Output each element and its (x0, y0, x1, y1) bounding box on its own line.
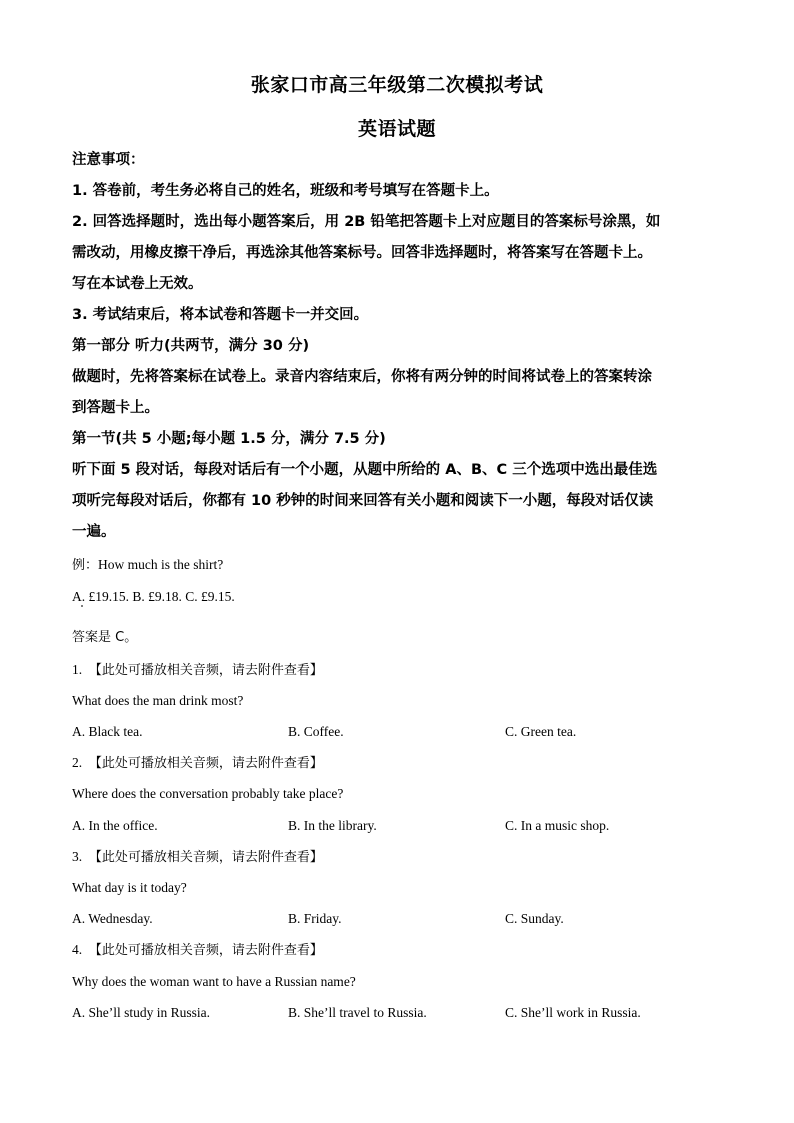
section1-instruction-line-3: 一遍。 (72, 524, 116, 540)
audio-note: 【此处可播放相关音频，请去附件查看】 (88, 663, 323, 678)
example-answer: 答案是 C。 (72, 630, 138, 645)
question-4-option-b: B. She’ll travel to Russia. (288, 1005, 427, 1020)
question-number: 3. (72, 849, 83, 864)
question-4-option-c: C. She’ll work in Russia. (505, 1005, 641, 1020)
question-3-header (72, 847, 323, 868)
question-2-header (72, 753, 323, 774)
audio-note: 【此处可播放相关音频，请去附件查看】 (88, 943, 323, 958)
note-item-2-line-1: 2. 回答选择题时，选出每小题答案后，用 2B 铅笔把答题卡上对应题目的答案标号涂黑，如 (72, 214, 661, 230)
section1-instruction-line-1: 听下面 5 段对话，每段对话后有一个小题，从题中所给的 A、B、C 三个选项中选出最佳选 (72, 462, 658, 478)
section1-instruction-line-2: 项听完每段对话后，你都有 10 秒钟的时间来回答有关小题和阅读下一小题，每段对话仅读 (72, 493, 654, 509)
question-2-text: Where does the conversation probably take place? (72, 786, 344, 801)
example-question (72, 555, 223, 576)
part1-instruction-line-2: 到答题卡上。 (72, 400, 159, 416)
exam-title: 张家口市高三年级第二次模拟考试 (250, 74, 544, 96)
example-options: A. £19.15. B. £9.18. C. £9.15. (72, 589, 235, 604)
question-1-option-a: A. Black tea. (72, 724, 143, 739)
example-prefix: 例： (72, 558, 99, 573)
question-4-text: Why does the woman want to have a Russian name? (72, 974, 356, 989)
note-item-3: 3. 考试结束后，将本试卷和答题卡一并交回。 (72, 307, 369, 323)
question-3-text: What day is it today? (72, 880, 187, 895)
notes-heading: 注意事项： (72, 152, 145, 168)
question-3-option-c: C. Sunday. (505, 911, 564, 926)
section1-heading: 第一节(共 5 小题;每小题 1.5 分，满分 7.5 分) (72, 431, 386, 447)
exam-subject: 英语试题 (357, 118, 436, 140)
question-1-option-c: C. Green tea. (505, 724, 577, 739)
question-number: 1. (72, 662, 83, 677)
question-number: 2. (72, 755, 83, 770)
example-question-text: How much is the shirt? (98, 557, 224, 572)
note-item-2-line-2: 需改动，用橡皮擦干净后，再选涂其他答案标号。回答非选择题时，将答案写在答题卡上。 (72, 245, 652, 261)
question-1-option-b: B. Coffee. (288, 724, 344, 739)
question-2-option-c: C. In a music shop. (505, 818, 610, 833)
question-1-text: What does the man drink most? (72, 693, 244, 708)
stray-dot (81, 605, 83, 607)
question-3-option-b: B. Friday. (288, 911, 342, 926)
note-item-2-line-3: 写在本试卷上无效。 (72, 276, 203, 292)
audio-note: 【此处可播放相关音频，请去附件查看】 (88, 850, 323, 865)
question-4-header (72, 940, 323, 961)
part1-heading: 第一部分 听力(共两节，满分 30 分) (72, 338, 310, 354)
question-3-option-a: A. Wednesday. (72, 911, 153, 926)
question-4-option-a: A. She’ll study in Russia. (72, 1005, 211, 1020)
question-1-header (72, 660, 323, 681)
question-2-option-a: A. In the office. (72, 818, 158, 833)
question-2-option-b: B. In the library. (288, 818, 377, 833)
audio-note: 【此处可播放相关音频，请去附件查看】 (88, 756, 323, 771)
part1-instruction-line-1: 做题时，先将答案标在试卷上。录音内容结束后，你将有两分钟的时间将试卷上的答案转涂 (72, 369, 652, 385)
question-number: 4. (72, 942, 83, 957)
note-item-1: 1. 答卷前，考生务必将自己的姓名，班级和考号填写在答题卡上。 (72, 183, 499, 199)
